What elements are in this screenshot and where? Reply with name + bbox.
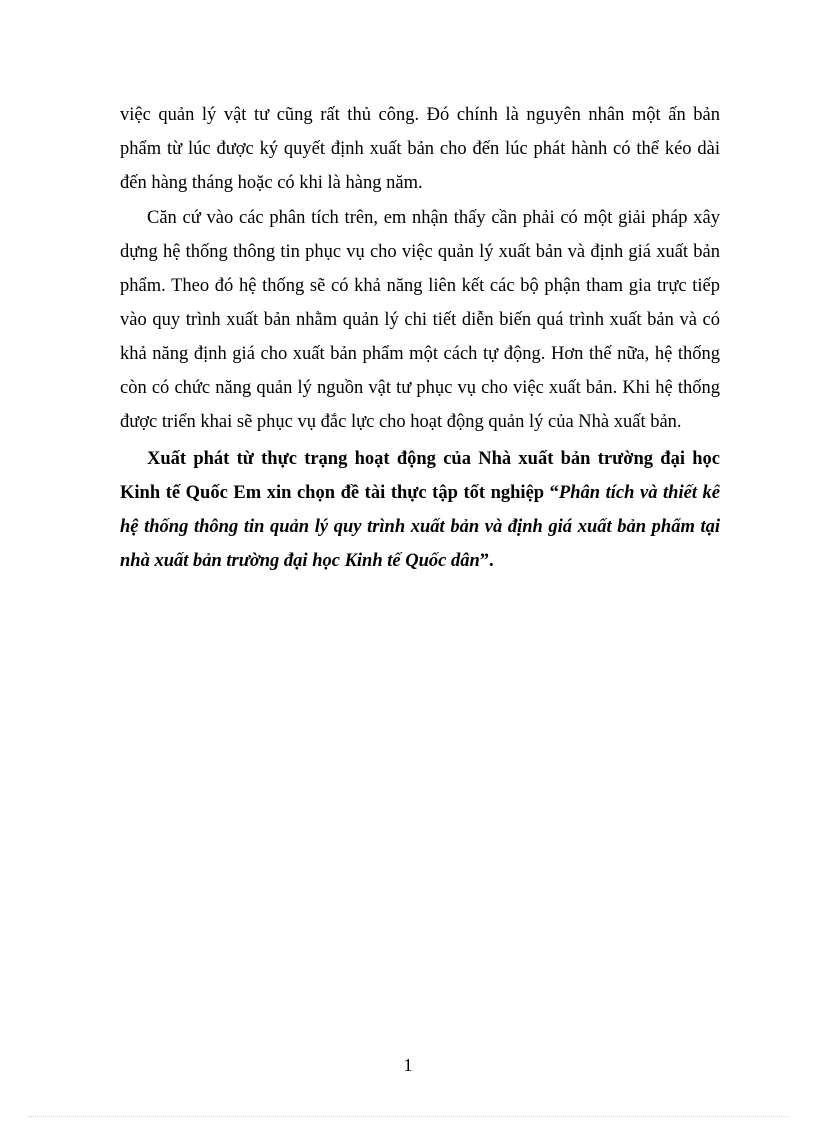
thesis-title-closing-quote: ”. bbox=[479, 551, 494, 571]
thesis-intro-text: Kinh tế Quốc Em xin chọn đề tài thực tập tốt nghiệp “ bbox=[120, 483, 559, 503]
thesis-title-part-3: nhà xuất bản trường đại học Kinh tế Quốc dân bbox=[120, 551, 480, 571]
paragraph-1-line-3: đến hàng tháng hoặc có khi là hàng năm. bbox=[120, 173, 423, 193]
page-number: 1 bbox=[403, 1055, 413, 1075]
paragraph-2-line-4: vào quy trình xuất bản nhằm quản lý chi tiết diễn biến quá trình xuất bản và có bbox=[120, 310, 720, 330]
paragraph-1-line-2: phẩm từ lúc được ký quyết định xuất bản cho đến lúc phát hành có thể kéo dài bbox=[120, 139, 720, 159]
paragraph-2-line-2: dựng hệ thống thông tin phục vụ cho việc quản lý xuất bản và định giá xuất bản bbox=[120, 242, 720, 262]
thesis-title-part-1: Phân tích và thiết kế bbox=[558, 483, 720, 503]
paragraph-2-line-3: phẩm. Theo đó hệ thống sẽ có khả năng liên kết các bộ phận tham gia trực tiếp bbox=[120, 276, 720, 296]
paragraph-1-line-1: việc quản lý vật tư cũng rất thủ công. Đó chính là nguyên nhân một ấn bản bbox=[120, 105, 720, 125]
thesis-title-part-2: hệ thống thông tin quản lý quy trình xuất bản và định giá xuất bản phẩm tại bbox=[120, 517, 720, 537]
paragraph-3-line-4 bbox=[120, 544, 720, 578]
paragraph-3-line-1: Xuất phát từ thực trạng hoạt động của Nhà xuất bản trường đại học bbox=[147, 449, 720, 469]
paragraph-2-line-7: được triển khai sẽ phục vụ đắc lực cho hoạt động quản lý của Nhà xuất bản. bbox=[120, 412, 682, 432]
paragraph-3-line-2 bbox=[120, 476, 720, 510]
paragraph-2-line-5: khả năng định giá cho xuất bản phẩm một cách tự động. Hơn thế nữa, hệ thống bbox=[120, 344, 720, 364]
page-bottom-divider bbox=[28, 1116, 788, 1117]
paragraph-2-line-6: còn có chức năng quản lý nguồn vật tư phục vụ cho việc xuất bản. Khi hệ thống bbox=[120, 378, 720, 398]
paragraph-2-line-1: Căn cứ vào các phân tích trên, em nhận thấy cần phải có một giải pháp xây bbox=[147, 208, 720, 228]
